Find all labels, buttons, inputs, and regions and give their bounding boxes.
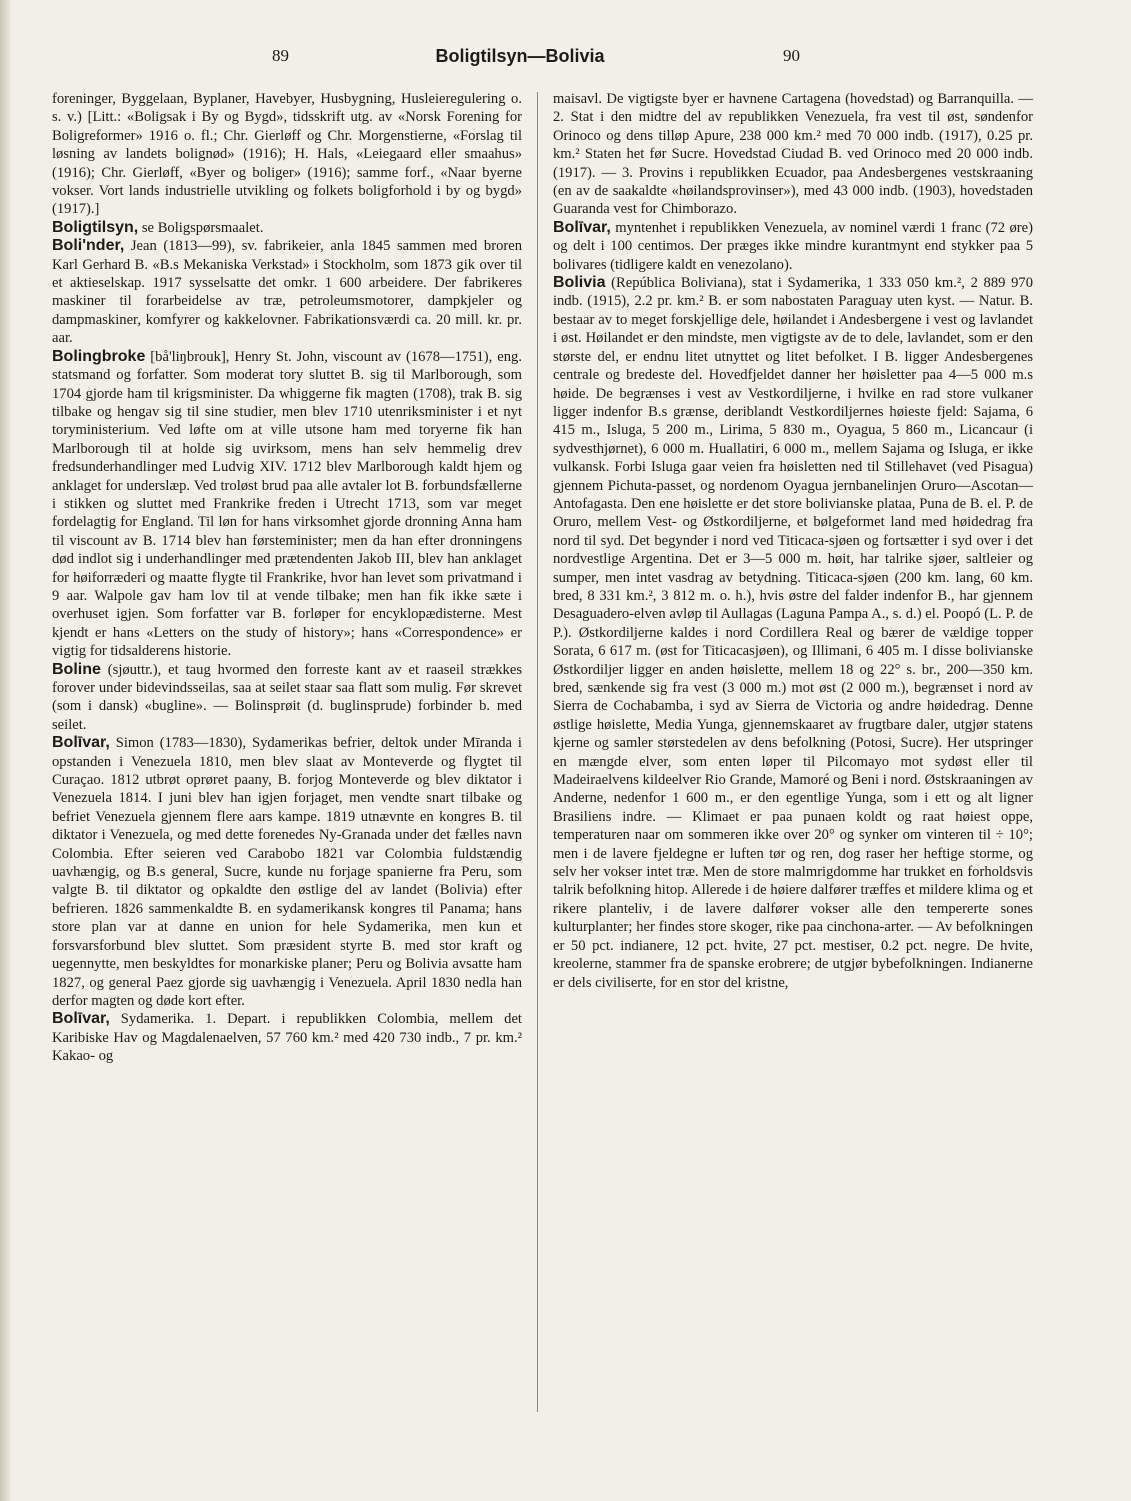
running-header <box>0 46 1131 76</box>
left-column <box>52 90 522 1066</box>
headword: Boli'nder, <box>52 237 125 255</box>
entry-bolivar-mynt: Bolīvar, myntenhet i republikken Venezuela, av nominel værdi 1 franc (72 øre) og delt i 100 centimos. Der præges ikke mindre kurantmynt end stykker paa 5 bolivares (tidligere kaldt en venezolano). <box>553 218 1033 273</box>
headword: Bolīvar, <box>553 218 611 236</box>
entry-bolinder: Boli'nder, Jean (1813—99), sv. fabrikeier, anla 1845 sammen med broren Karl Gerhard B. «B.s Mekaniska Verkstad» i Stockholm, som 1873 gik over til et aktieselskap. 1917 sysselsatte det omkr. 1 600 arbeidere. Der fabrikeres maskiner til forarbeidelse av træ, petroleumsmotorer, dampkjeler og dampmaskiner, komfyrer og kakkelovner. Fabrikationsværdi ca. 20 mill. kr. pr. aar. <box>52 237 522 347</box>
running-title: Boligtilsyn—Bolivia <box>435 46 605 66</box>
page-number-right: 90 <box>783 46 800 65</box>
entry-bolingbroke: Bolingbroke [bå'liŋbrouk], Henry St. John, viscount av (1678—1751), eng. statsmand og forfatter. Som moderat tory sluttet B. sig til Marlborough, som 1704 gjorde ham til krigsminister. Da whiggerne fik magten (1708), trak B. sig tilbake og hengav sig til sine studier, men blev 1710 utenriksminister i et nyt toryministerium. Ved løfte om at ville utsone ham med toryerne fik han Marlborough til at holde sig uvirksom, mens han selv hemmelig drev fredsunderhandlinger med Ludvig XIV. 1712 blev Marlborough kaldt hjem og anklaget for underslæp. Ved troløst brud paa alle avtaler lot B. forbundsfællerne i stikken og sluttet med Frankrike freden i Utrecht 1713, som var meget fordelagtig for England. Til løn for hans virksomhet gjorde dronning Anna ham til viscount av B. 1714 blev han førsteminister; men da han efter dronningens død indlot sig i underhandlinger med prætendenten Jakob III, blev han anklaget for høiforræderi og maatte flygte til Frankrike, hvor han levet som privatmand i 9 aar. Walpole gav ham lov til at vende tilbake; men han fik ikke sæte i overhuset igjen. Som forfatter var B. forløper for encyklopædisterne. Mest kjendt er hans «Letters on the study of history»; hans «Correspondence» er vigtig for tidsalderens historie. <box>52 347 522 660</box>
headword: Bolīvar, <box>52 734 110 752</box>
page-edge <box>0 0 10 1501</box>
entry-boligtilsyn: Boligtilsyn, se Boligspørsmaalet. <box>52 218 264 236</box>
page-number-left: 89 <box>272 46 289 65</box>
entry-bolivar-sydamerika: Bolīvar, Sydamerika. 1. Depart. i republikken Colombia, mellem det Karibiske Hav og Magdalenaelven, 57 760 km.² med 420 730 indb., 7 pr. km.² Kakao- og <box>52 1010 522 1065</box>
entry-bolivia: Bolivia (República Boliviana), stat i Sydamerika, 1 333 050 km.², 2 889 970 indb. (1915), 2.2 pr. km.² B. er som nabostaten Paraguay uten kyst. — Natur. B. bestaar av to meget forskjellige dele, høilandet i Andesbergene i vest og lavlandet i øst. Høilandet er den mindste, men vigtigste av de to dele, lavlandet, som er den største del, er endnu litet utnyttet og litet befolket. I B. ligger Andesbergenes centrale og bredeste del. Hovedfjeldet danner her høisletter paa 4—5 000 m.s høide. De begrænses i vest av Vestkordiljerne, i hvilke en rad store vulkaner ligger indenfor B.s grænse, deriblandt Vestkordiljernes høieste fjeld: Sajama, 6 415 m., Isluga, 5 200 m., Lirima, 5 830 m., Oyagua, 5 860 m., Licancaur (i sydvesthjørnet), 6 000 m. Huallatiri, 6 000 m., mellem Sajama og Isluga, er ikke vulkansk. Forbi Isluga gaar veien fra høisletten ned til Stillehavet (ved Pisagua) gjennem Pichuta-passet, og nordenom Oyagua jernbanelinjen Oruro—Ascotan—Antofagasta. Den ene høislette er det store bolivianske plataa, Puna de B. el. P. de Oruro, mellem Vest- og Østkordiljerne, et bølgeformet land med høidedrag fra nord til syd. Det begynder i nord ved Titicaca-sjøen og fortsætter i syd over i det nordvestlige Argentina. Det er 3—5 000 m. høit, har talrike sjøer, saltleier og sumper, men intet vasdrag av betydning. Titicaca-sjøen (200 km. lang, 60 km. bred, 8 331 km.², 3 812 m. o. h.), hvis østre del falder indenfor B., har gjennem Desaguadero-elven avløp til Aullagas (Laguna Pampa A., s. d.) el. Poopó (L. P. de P.). Østkordiljerne kaldes i nord Cordillera Real og bærer de vældige topper Sorata, 6 617 m. (øst for Titicacasjøen), og Illimani, 6 405 m. I disse bolivianske Østkordiljer ligger en anden høislette, mellem 18 og 22° s. br., 200—350 km. bred, sænkende sig fra vest (3 000 m.) mot øst (2 000 m.), begrænset i nord av Sierra de Cochabamba, i syd av Sierra de Victoria og andre høidedrag. Denne østlige høislette, Media Yunga, gjennemskaaret av frugtbare daler, utgjør statens kjerne og samler størstedelen av dens befolkning (Potosi, Sucre). Her utspringer en mængde elver, som enten løper til Pilcomayo mot sydøst eller til Madeiraelvens kildeelver Rio Grande, Mamoré og Beni i nord. Østskraaningen av Anderne, nedenfor 1 600 m., er den egentlige Yunga, som i ett og alt ligner Brasiliens indre. — Klimaet er paa punaen koldt og raat høiest oppe, temperaturen naar om sommeren ikke over 20° og synker om vinteren til ÷ 10°; men i de lavere fjeldegne er luften tør og ren, dog raser her heftige storme, og selv her vokser intet træ. Men de store malmrigdomme har trukket en forholdsvis talrik befolkning hitop. Allerede i de høiere dalfører træffes et mildere klima og et rikere planteliv, i de lavere dalfører vokser alle den tempererte sones kulturplanter; her findes store skoger, rike paa cinchona-arter. — Av befolkningen er 50 pct. indianere, 12 pct. hvite, 27 pct. mestiser, 0.2 pct. negre. De hvite, kreolerne, stammer fra de spanske erobrere; de utgjør bybefolkningen. Indianerne er dels civiliserte, for en stor del kristne, <box>553 274 1033 991</box>
headword: Bolingbroke <box>52 347 146 365</box>
entry-continuation: foreninger, Byggelaan, Byplaner, Havebyer, Husbygning, Husleieregulering o. s. v.) [Litt.: «Boligsak i By og Bygd», tidsskrift utg. av «Norsk Forening for Boligreformer» 1916 o. fl.; Chr. Gierløff og Chr. Morgenstierne, «Forslag til løsning av landets bolignød» (1916); H. Hals, «Leiegaard eller smaahus» (1916); Chr. Gierløff, «Byer og boliger» (1916); samme forf., «Naar byerne vokser. Vort lands industrielle utvikling og folkets boligforhold i by og bygd» (1917).] <box>52 91 522 218</box>
headword: Boligtilsyn, <box>52 218 139 236</box>
entry-bolivar-simon: Bolīvar, Simon (1783—1830), Sydamerikas befrier, deltok under Mīranda i opstanden i Venezuela 1810, men blev slaat av Monteverde og flygtet til Curaçao. 1812 utbrøt oprøret paany, B. forjog Monteverde og blev diktator i Venezuela 1814. I juni blev han igjen forjaget, men vendte snart tilbake og befriet Venezuela gjennem flere aars kampe. 1819 utnævnte en kongres B. til diktator i Venezuela, og med dette forenedes Ny-Granada under det fælles navn Colombia. Efter seieren ved Carabobo 1821 var Colombia fuldstændig uavhængig, og B.s general, Sucre, kunde nu forjage spanierne fra Peru, som valgte B. til diktator og opkaldte den østlige del av landet (Bolivia) efter befrieren. 1826 sammenkaldte B. en sydamerikansk kongres til Panama; hans store plan var at danne en union for hele Sydamerika, men kun et forsvarsforbund blev sluttet. Som præsident styrte B. med stor kraft og uegennytte, men beskyldtes for monarkiske planer; Peru og Bolivia avsatte ham 1827, og general Paez gjorde sig uavhængig i Venezuela. April 1830 nedla han derfor magten og døde kort efter. <box>52 734 522 1009</box>
entry-boline: Boline (sjøuttr.), et taug hvormed den forreste kant av et raaseil strækkes forover under bidevindsseilas, saa at seilet staar saa flatt som mulig. Før skrevet (som i dansk) «bugline». — Bolinsprøit (d. buglinsprude) forbinder b. med seilet. <box>52 660 522 733</box>
right-column <box>553 90 1033 992</box>
column-divider <box>537 92 538 1412</box>
headword: Boline <box>52 660 101 678</box>
headword: Bolivia <box>553 274 606 292</box>
entry-continuation: maisavl. De vigtigste byer er havnene Cartagena (hovedstad) og Barranquilla. — 2. Stat i den midtre del av republikken Venezuela, fra vest til øst, søndenfor Orinoco og dens tilløp Apure, 238 000 km.² med 70 000 indb. (1917), 0.25 pr. km.² Staten het før Sucre. Hovedstad Ciudad B. ved Orinoco med 20 000 indb. (1917). — 3. Provins i republikken Ecuador, paa Andesbergenes vestskraaning (en av de saakaldte «høilandsprovinser»), med 43 000 indb. (1903), hovedstaden Guaranda vest for Chimborazo. <box>553 91 1033 218</box>
headword: Bolīvar, <box>52 1010 110 1028</box>
